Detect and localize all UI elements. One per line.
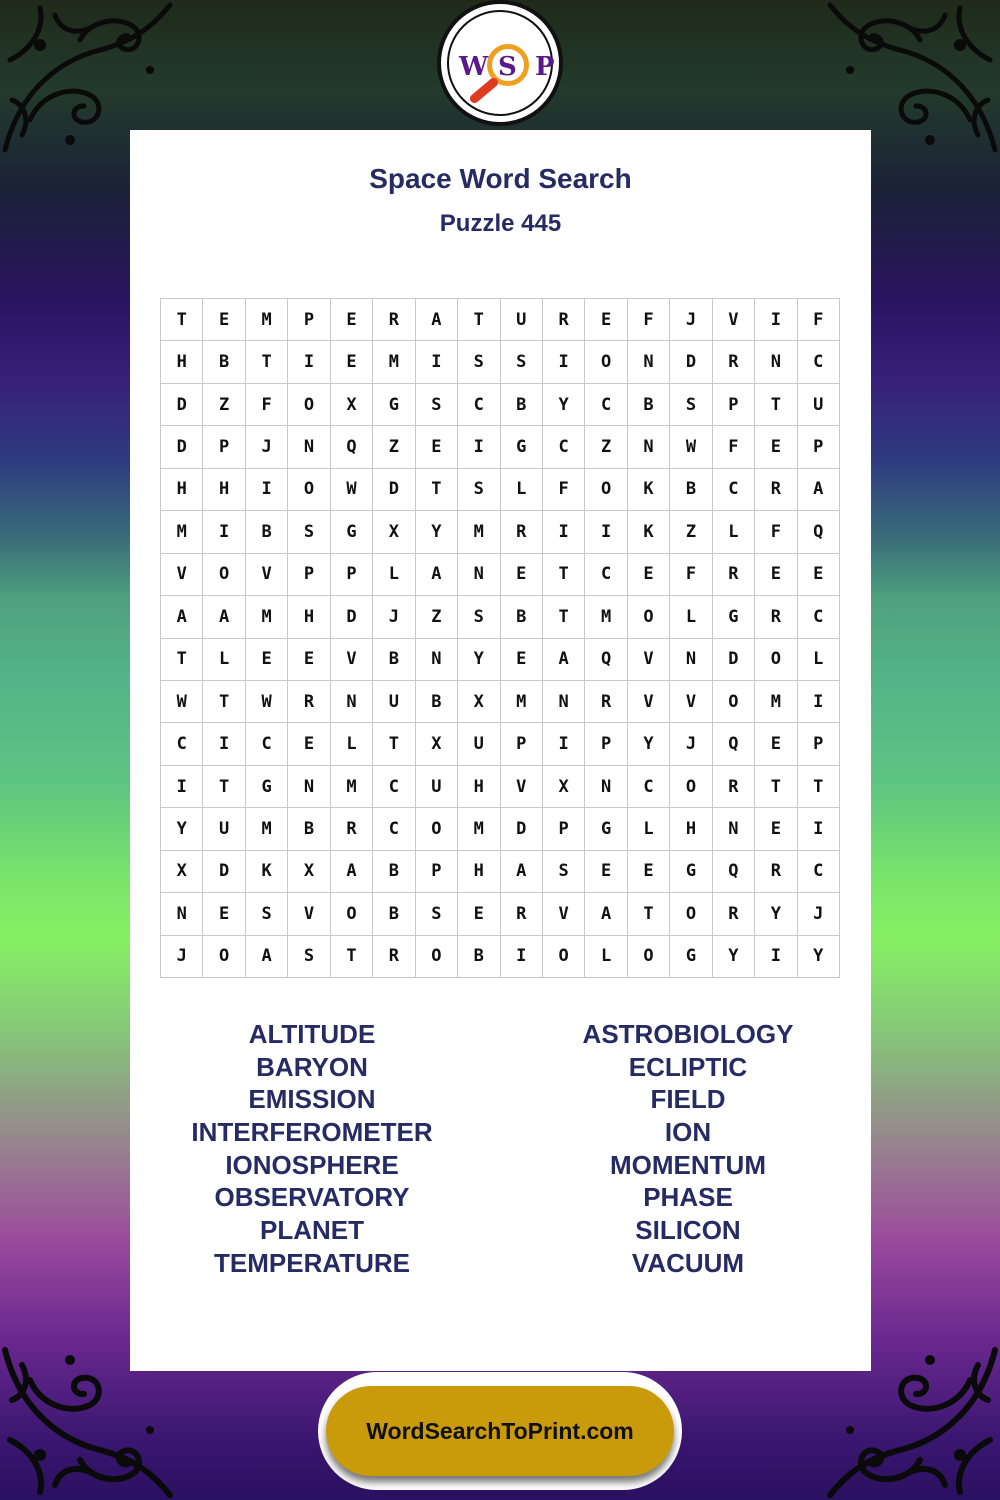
grid-cell[interactable]: Y	[798, 936, 840, 978]
word-item: PLANET	[260, 1215, 364, 1246]
word-item: BARYON	[256, 1051, 368, 1082]
grid-cell[interactable]: M	[161, 511, 203, 553]
grid-cell[interactable]: Y	[458, 639, 500, 681]
grid-cell[interactable]: S	[458, 341, 500, 383]
grid-cell[interactable]: B	[203, 341, 245, 383]
grid-cell[interactable]: U	[203, 808, 245, 850]
grid-cell[interactable]: X	[373, 511, 415, 553]
grid-cell[interactable]: B	[458, 936, 500, 978]
grid-cell[interactable]: C	[798, 851, 840, 893]
grid-cell[interactable]: X	[416, 723, 458, 765]
grid-cell[interactable]: E	[203, 299, 245, 341]
grid-cell[interactable]: F	[246, 384, 288, 426]
grid-cell[interactable]: P	[288, 554, 330, 596]
grid-cell[interactable]: I	[203, 723, 245, 765]
grid-cell[interactable]: C	[798, 596, 840, 638]
puzzle-number: Puzzle 445	[439, 210, 562, 237]
grid-cell[interactable]: M	[246, 596, 288, 638]
grid-cell[interactable]: R	[331, 808, 373, 850]
grid-cell[interactable]: E	[416, 426, 458, 468]
grid-cell[interactable]: U	[458, 723, 500, 765]
grid-cell[interactable]: P	[331, 554, 373, 596]
grid-cell[interactable]: U	[501, 299, 543, 341]
grid-cell[interactable]: Y	[543, 384, 585, 426]
grid-cell[interactable]: Q	[331, 426, 373, 468]
grid-cell[interactable]: D	[331, 596, 373, 638]
grid-cell[interactable]: C	[246, 723, 288, 765]
grid-cell[interactable]: Z	[203, 384, 245, 426]
word-list	[130, 1018, 871, 1288]
grid-cell[interactable]: Z	[416, 596, 458, 638]
grid-cell[interactable]: I	[755, 299, 797, 341]
grid-cell[interactable]: M	[755, 681, 797, 723]
grid-cell[interactable]: F	[713, 426, 755, 468]
grid-cell[interactable]: O	[416, 936, 458, 978]
grid-cell[interactable]: K	[628, 511, 670, 553]
page-title: Space Word Search	[369, 163, 632, 194]
grid-cell[interactable]: M	[331, 766, 373, 808]
grid-cell[interactable]: Q	[798, 511, 840, 553]
grid-cell[interactable]: W	[246, 681, 288, 723]
grid-cell[interactable]: F	[628, 299, 670, 341]
word-item: TEMPERATURE	[214, 1247, 410, 1278]
grid-cell[interactable]: X	[331, 384, 373, 426]
grid-cell[interactable]: H	[203, 469, 245, 511]
grid-cell[interactable]: V	[543, 893, 585, 935]
word-item: PHASE	[643, 1182, 733, 1213]
grid-cell[interactable]: M	[246, 299, 288, 341]
grid-cell[interactable]: X	[161, 851, 203, 893]
grid-cell[interactable]: W	[670, 426, 712, 468]
word-item: INTERFEROMETER	[191, 1117, 433, 1148]
grid-cell[interactable]: N	[543, 681, 585, 723]
grid-cell[interactable]: C	[585, 554, 627, 596]
grid-cell[interactable]: V	[628, 639, 670, 681]
word-item: FIELD	[650, 1084, 726, 1115]
grid-cell[interactable]: O	[203, 554, 245, 596]
logo-inner-ring	[447, 10, 553, 116]
grid-cell[interactable]: O	[670, 766, 712, 808]
grid-cell[interactable]: Y	[628, 723, 670, 765]
grid-cell[interactable]: E	[501, 554, 543, 596]
grid-cell[interactable]: E	[246, 639, 288, 681]
grid-cell[interactable]: N	[458, 554, 500, 596]
grid-cell[interactable]: A	[543, 639, 585, 681]
grid-cell[interactable]: Y	[755, 893, 797, 935]
grid-cell[interactable]: D	[670, 341, 712, 383]
grid-cell[interactable]: Z	[670, 511, 712, 553]
grid-cell[interactable]: J	[670, 723, 712, 765]
grid-cell[interactable]: I	[501, 936, 543, 978]
grid-cell[interactable]: R	[373, 299, 415, 341]
grid-cell[interactable]: S	[416, 384, 458, 426]
grid-cell[interactable]: M	[458, 808, 500, 850]
word-list-left-column	[152, 1018, 472, 1280]
grid-cell[interactable]: T	[203, 766, 245, 808]
grid-cell[interactable]: A	[331, 851, 373, 893]
grid-cell[interactable]: O	[628, 596, 670, 638]
grid-cell[interactable]: O	[288, 384, 330, 426]
grid-cell[interactable]: E	[628, 554, 670, 596]
grid-cell[interactable]: E	[203, 893, 245, 935]
grid-cell[interactable]: R	[373, 936, 415, 978]
grid-cell[interactable]: G	[585, 808, 627, 850]
grid-cell[interactable]: R	[543, 299, 585, 341]
grid-cell[interactable]: V	[670, 681, 712, 723]
grid-cell[interactable]: B	[501, 596, 543, 638]
grid-cell[interactable]: I	[585, 511, 627, 553]
grid-cell[interactable]: W	[331, 469, 373, 511]
grid-cell[interactable]: U	[373, 681, 415, 723]
grid-cell[interactable]: D	[161, 426, 203, 468]
grid-cell[interactable]: P	[798, 723, 840, 765]
grid-cell[interactable]: A	[585, 893, 627, 935]
grid-cell[interactable]: X	[458, 681, 500, 723]
grid-cell[interactable]: M	[458, 511, 500, 553]
wsp-logo[interactable]	[437, 0, 563, 126]
grid-cell[interactable]: I	[288, 341, 330, 383]
grid-cell[interactable]: B	[628, 384, 670, 426]
grid-cell[interactable]: U	[416, 766, 458, 808]
grid-cell[interactable]: V	[288, 893, 330, 935]
grid-cell[interactable]: Y	[161, 808, 203, 850]
grid-cell[interactable]: F	[798, 299, 840, 341]
grid-cell[interactable]: M	[373, 341, 415, 383]
grid-cell[interactable]: N	[670, 639, 712, 681]
grid-cell[interactable]: Z	[585, 426, 627, 468]
grid-cell[interactable]: B	[416, 681, 458, 723]
grid-cell[interactable]: V	[331, 639, 373, 681]
grid-cell[interactable]: T	[246, 341, 288, 383]
grid-cell[interactable]: R	[755, 469, 797, 511]
grid-cell[interactable]: R	[755, 596, 797, 638]
grid-cell[interactable]: M	[585, 596, 627, 638]
word-item: OBSERVATORY	[214, 1182, 410, 1213]
grid-cell[interactable]: R	[713, 893, 755, 935]
grid-cell[interactable]: L	[713, 511, 755, 553]
grid-cell[interactable]: C	[585, 384, 627, 426]
grid-cell[interactable]: R	[713, 341, 755, 383]
grid-cell[interactable]: N	[585, 766, 627, 808]
grid-cell[interactable]: I	[161, 766, 203, 808]
grid-cell[interactable]: L	[628, 808, 670, 850]
grid-cell[interactable]: A	[416, 299, 458, 341]
grid-cell[interactable]: T	[458, 299, 500, 341]
grid-cell[interactable]: C	[543, 426, 585, 468]
grid-cell[interactable]: I	[543, 511, 585, 553]
grid-cell[interactable]: E	[288, 639, 330, 681]
grid-cell[interactable]: L	[798, 639, 840, 681]
grid-cell[interactable]: O	[416, 808, 458, 850]
grid-cell[interactable]: O	[288, 469, 330, 511]
grid-cell[interactable]: S	[288, 511, 330, 553]
grid-cell[interactable]: G	[670, 936, 712, 978]
grid-cell[interactable]: N	[288, 766, 330, 808]
word-item: ECLIPTIC	[628, 1051, 748, 1082]
grid-cell[interactable]: X	[543, 766, 585, 808]
grid-cell[interactable]: D	[501, 808, 543, 850]
grid-cell[interactable]: H	[161, 469, 203, 511]
grid-cell[interactable]: E	[585, 299, 627, 341]
logo-letter-p: P	[535, 52, 555, 82]
grid-cell[interactable]: R	[713, 766, 755, 808]
grid-cell[interactable]: J	[670, 299, 712, 341]
grid-cell[interactable]: B	[246, 511, 288, 553]
grid-cell[interactable]: B	[373, 639, 415, 681]
grid-cell[interactable]: K	[246, 851, 288, 893]
grid-cell[interactable]: O	[628, 936, 670, 978]
letter-grid	[160, 298, 840, 978]
grid-cell[interactable]: L	[203, 639, 245, 681]
grid-cell[interactable]: D	[713, 639, 755, 681]
grid-cell[interactable]: H	[458, 851, 500, 893]
grid-cell[interactable]: C	[713, 469, 755, 511]
grid-cell[interactable]: E	[288, 723, 330, 765]
grid-cell[interactable]: E	[585, 851, 627, 893]
footer-badge	[318, 1372, 682, 1490]
grid-cell[interactable]: V	[501, 766, 543, 808]
grid-cell[interactable]: S	[458, 469, 500, 511]
grid-cell[interactable]: I	[246, 469, 288, 511]
grid-cell[interactable]: G	[713, 596, 755, 638]
grid-cell[interactable]: T	[203, 681, 245, 723]
grid-cell[interactable]: E	[331, 341, 373, 383]
grid-cell[interactable]: I	[543, 723, 585, 765]
grid-cell[interactable]: T	[161, 299, 203, 341]
grid-cell[interactable]: B	[501, 384, 543, 426]
grid-cell[interactable]: V	[161, 554, 203, 596]
grid-cell[interactable]: C	[798, 341, 840, 383]
grid-cell[interactable]: G	[246, 766, 288, 808]
grid-cell[interactable]: E	[798, 554, 840, 596]
grid-cell[interactable]: O	[670, 893, 712, 935]
grid-cell[interactable]: W	[161, 681, 203, 723]
grid-cell[interactable]: I	[416, 341, 458, 383]
grid-cell[interactable]: N	[713, 808, 755, 850]
grid-cell[interactable]: J	[161, 936, 203, 978]
grid-cell[interactable]: F	[670, 554, 712, 596]
grid-cell[interactable]: V	[628, 681, 670, 723]
grid-cell[interactable]: Q	[585, 639, 627, 681]
grid-cell[interactable]: S	[543, 851, 585, 893]
grid-cell[interactable]: P	[798, 426, 840, 468]
grid-cell[interactable]: H	[458, 766, 500, 808]
grid-cell[interactable]: R	[713, 554, 755, 596]
grid-cell[interactable]: O	[543, 936, 585, 978]
grid-cell[interactable]: N	[628, 341, 670, 383]
grid-cell[interactable]: G	[373, 384, 415, 426]
grid-cell[interactable]: T	[798, 766, 840, 808]
grid-cell[interactable]: C	[373, 766, 415, 808]
grid-cell[interactable]: N	[331, 681, 373, 723]
grid-cell[interactable]: Y	[713, 936, 755, 978]
grid-cell[interactable]: P	[501, 723, 543, 765]
grid-cell[interactable]: T	[161, 639, 203, 681]
grid-cell[interactable]: H	[161, 341, 203, 383]
grid-cell[interactable]: E	[755, 554, 797, 596]
grid-cell[interactable]: J	[798, 893, 840, 935]
grid-cell[interactable]: L	[373, 554, 415, 596]
grid-cell[interactable]: P	[585, 723, 627, 765]
grid-cell[interactable]: O	[585, 341, 627, 383]
grid-cell[interactable]: I	[755, 936, 797, 978]
grid-cell[interactable]: R	[288, 681, 330, 723]
grid-cell[interactable]: E	[755, 808, 797, 850]
grid-cell[interactable]: E	[331, 299, 373, 341]
word-item: EMISSION	[248, 1084, 376, 1115]
grid-cell[interactable]: S	[246, 893, 288, 935]
grid-cell[interactable]: D	[373, 469, 415, 511]
grid-cell[interactable]: N	[755, 341, 797, 383]
grid-cell[interactable]: Z	[373, 426, 415, 468]
grid-cell[interactable]: H	[670, 808, 712, 850]
grid-cell[interactable]: L	[670, 596, 712, 638]
grid-cell[interactable]: E	[755, 723, 797, 765]
grid-cell[interactable]: N	[288, 426, 330, 468]
grid-cell[interactable]: E	[458, 893, 500, 935]
word-list-right-column	[528, 1018, 848, 1280]
word-item: MOMENTUM	[610, 1149, 766, 1180]
grid-cell[interactable]: S	[501, 341, 543, 383]
grid-cell[interactable]: K	[628, 469, 670, 511]
grid-cell[interactable]: M	[501, 681, 543, 723]
word-item: ASTROBIOLOGY	[582, 1019, 794, 1049]
grid-cell[interactable]: L	[501, 469, 543, 511]
grid-cell[interactable]: T	[543, 554, 585, 596]
grid-cell[interactable]: A	[203, 596, 245, 638]
grid-cell[interactable]: B	[670, 469, 712, 511]
grid-cell[interactable]: T	[331, 936, 373, 978]
grid-cell[interactable]: C	[161, 723, 203, 765]
grid-cell[interactable]: V	[246, 554, 288, 596]
grid-cell[interactable]: O	[203, 936, 245, 978]
grid-cell[interactable]: L	[331, 723, 373, 765]
grid-cell[interactable]: S	[288, 936, 330, 978]
grid-cell[interactable]: B	[373, 851, 415, 893]
grid-cell[interactable]: J	[373, 596, 415, 638]
grid-cell[interactable]: T	[628, 893, 670, 935]
grid-cell[interactable]: E	[628, 851, 670, 893]
grid-cell[interactable]: X	[288, 851, 330, 893]
grid-cell[interactable]: T	[373, 723, 415, 765]
grid-cell[interactable]: V	[713, 299, 755, 341]
grid-cell[interactable]: Y	[416, 511, 458, 553]
grid-cell[interactable]: P	[416, 851, 458, 893]
grid-cell[interactable]: C	[373, 808, 415, 850]
grid-cell[interactable]: I	[543, 341, 585, 383]
grid-cell[interactable]: F	[543, 469, 585, 511]
grid-cell[interactable]: A	[246, 936, 288, 978]
grid-cell[interactable]: I	[798, 681, 840, 723]
grid-cell[interactable]: D	[203, 851, 245, 893]
grid-cell[interactable]: Q	[713, 723, 755, 765]
grid-cell[interactable]: Q	[713, 851, 755, 893]
grid-cell[interactable]: G	[501, 426, 543, 468]
word-item: SILICON	[635, 1215, 741, 1246]
grid-cell[interactable]: R	[755, 851, 797, 893]
grid-cell[interactable]: S	[458, 596, 500, 638]
grid-cell[interactable]: O	[585, 469, 627, 511]
grid-cell[interactable]: L	[585, 936, 627, 978]
grid-cell[interactable]: T	[755, 384, 797, 426]
grid-cell[interactable]: G	[331, 511, 373, 553]
grid-cell[interactable]: S	[416, 893, 458, 935]
grid-cell[interactable]: M	[246, 808, 288, 850]
grid-cell[interactable]: O	[331, 893, 373, 935]
grid-cell[interactable]: O	[713, 681, 755, 723]
grid-cell[interactable]: A	[501, 851, 543, 893]
site-link-button[interactable]	[326, 1386, 674, 1476]
grid-cell[interactable]: I	[458, 426, 500, 468]
grid-cell[interactable]: T	[543, 596, 585, 638]
grid-cell[interactable]: N	[161, 893, 203, 935]
word-item: ALTITUDE	[248, 1019, 376, 1049]
grid-cell[interactable]: P	[203, 426, 245, 468]
grid-cell[interactable]: I	[203, 511, 245, 553]
grid-cell[interactable]: U	[798, 384, 840, 426]
grid-cell[interactable]: P	[713, 384, 755, 426]
grid-cell[interactable]: C	[458, 384, 500, 426]
word-item: VACUUM	[631, 1247, 745, 1278]
grid-cell[interactable]: E	[501, 639, 543, 681]
grid-cell[interactable]: R	[501, 511, 543, 553]
grid-cell[interactable]: B	[373, 893, 415, 935]
grid-cell[interactable]: H	[288, 596, 330, 638]
grid-cell[interactable]: F	[755, 511, 797, 553]
site-name: WordSearchToPrint.com	[366, 1417, 634, 1444]
logo-letter-s: S	[498, 52, 517, 82]
grid-cell[interactable]: T	[416, 469, 458, 511]
grid-cell[interactable]: P	[543, 808, 585, 850]
grid-cell[interactable]: T	[755, 766, 797, 808]
grid-cell[interactable]: A	[798, 469, 840, 511]
word-item: ION	[664, 1117, 712, 1148]
grid-cell[interactable]: N	[416, 639, 458, 681]
grid-cell[interactable]: I	[798, 808, 840, 850]
grid-cell[interactable]: E	[755, 426, 797, 468]
grid-cell[interactable]: N	[628, 426, 670, 468]
grid-cell[interactable]: J	[246, 426, 288, 468]
word-item: IONOSPHERE	[225, 1149, 399, 1180]
grid-cell[interactable]: B	[288, 808, 330, 850]
grid-cell[interactable]: S	[670, 384, 712, 426]
logo-letter-w: W	[459, 52, 489, 82]
grid-cell[interactable]: P	[288, 299, 330, 341]
grid-cell[interactable]: A	[161, 596, 203, 638]
grid-cell[interactable]: D	[161, 384, 203, 426]
grid-cell[interactable]: O	[755, 639, 797, 681]
grid-cell[interactable]: R	[501, 893, 543, 935]
grid-cell[interactable]: C	[628, 766, 670, 808]
grid-cell[interactable]: G	[670, 851, 712, 893]
grid-cell[interactable]: A	[416, 554, 458, 596]
grid-cell[interactable]: R	[585, 681, 627, 723]
puzzle-sheet	[130, 130, 871, 1371]
